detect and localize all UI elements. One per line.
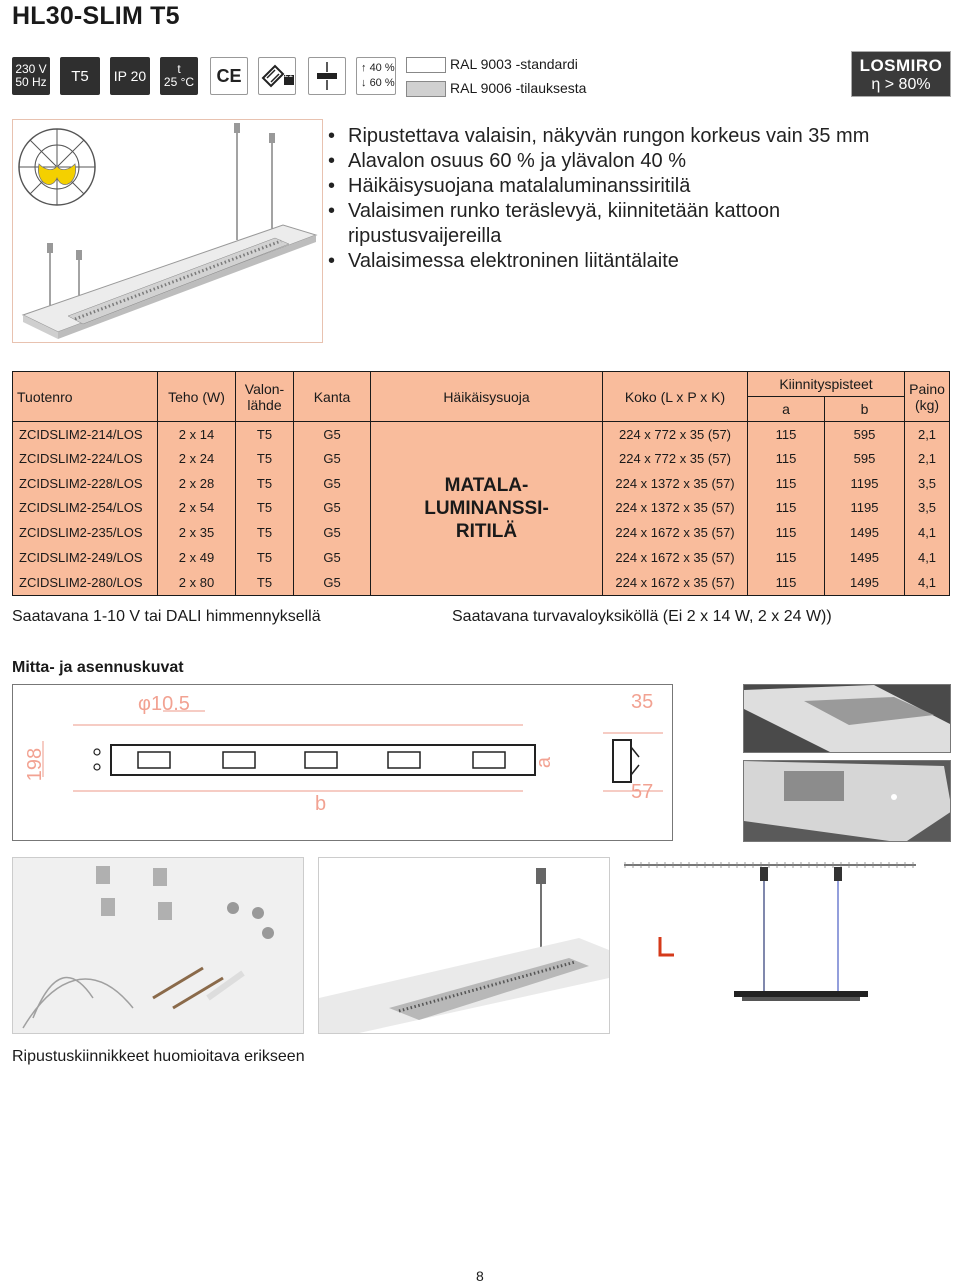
- luminaire-top-graphic: [744, 685, 951, 753]
- header-size: Koko (L x P x K): [603, 372, 748, 422]
- ce-label: CE: [216, 65, 242, 86]
- cell-product: ZCIDSLIM2-254/LOS: [13, 496, 158, 520]
- cell-a: 115: [748, 571, 825, 596]
- cell-weight: 4,1: [905, 545, 950, 571]
- spec-table: [12, 371, 950, 596]
- cell-power: 2 x 54: [158, 496, 236, 520]
- cell-b: 1495: [825, 571, 905, 596]
- dim-width: 198: [24, 747, 47, 782]
- luminaire-suspended-photo: [318, 857, 610, 1034]
- uplight-ratio: 40 %: [369, 62, 395, 74]
- mounting-kit-photo: [12, 857, 304, 1034]
- cell-socket: G5: [294, 422, 371, 447]
- cell-b: 595: [825, 447, 905, 471]
- cell-weight: 3,5: [905, 496, 950, 520]
- frequency-label: 50 Hz: [15, 75, 47, 89]
- dim-height-total: 57: [631, 781, 654, 803]
- cell-weight: 4,1: [905, 520, 950, 545]
- ral-order-label: RAL 9006 -tilauksesta: [450, 80, 587, 96]
- dimming-note: Saatavana 1-10 V tai DALI himmennyksellä: [12, 608, 321, 625]
- temperature-icon: [160, 57, 198, 95]
- installation-diagram: [624, 857, 916, 1034]
- cell-b: 1195: [825, 496, 905, 520]
- losmiro-efficiency: η > 80%: [871, 76, 931, 93]
- cell-socket: G5: [294, 520, 371, 545]
- glare-protection-line: RITILÄ: [455, 520, 518, 542]
- dim-b: b: [315, 793, 327, 815]
- voltage-label: 230 V: [15, 62, 47, 76]
- feature-item: • Valaisimessa elektroninen liitäntälaite: [328, 249, 928, 274]
- dimension-drawing: [12, 684, 673, 841]
- cell-lamp: T5: [236, 496, 294, 520]
- cell-b: 595: [825, 422, 905, 447]
- dimension-graphic: [13, 685, 672, 840]
- header-socket: Kanta: [294, 372, 371, 422]
- cell-a: 115: [748, 545, 825, 571]
- cell-weight: 2,1: [905, 447, 950, 471]
- cell-size: 224 x 1672 x 35 (57): [603, 571, 748, 596]
- mounting-kit-graphic: [13, 858, 303, 1033]
- t5-icon: [60, 57, 100, 95]
- cell-product: ZCIDSLIM2-235/LOS: [13, 520, 158, 545]
- temperature-symbol: t: [177, 62, 181, 76]
- cell-lamp: T5: [236, 447, 294, 471]
- ip20-icon: [110, 57, 150, 95]
- feature-item: • Ripustettava valaisin, näkyvän rungon korkeus vain 35 mm: [328, 124, 928, 149]
- feature-item: • Valaisimen runko teräslevyä, kiinnitetään kattoon ripustusvaijereilla: [328, 199, 928, 249]
- luminaire-illustration: [13, 120, 322, 342]
- feature-list: [328, 124, 928, 274]
- downlight-ratio: 60 %: [369, 77, 395, 89]
- luminaire-end-photo: [743, 760, 951, 842]
- cell-size: 224 x 1372 x 35 (57): [603, 496, 748, 520]
- cell-product: ZCIDSLIM2-249/LOS: [13, 545, 158, 571]
- light-distribution-graphic: [309, 58, 345, 94]
- cell-power: 2 x 14: [158, 422, 236, 447]
- cell-size: 224 x 1672 x 35 (57): [603, 520, 748, 545]
- header-product: Tuotenro: [13, 372, 158, 422]
- ip-label: IP 20: [113, 67, 147, 84]
- cell-socket: G5: [294, 545, 371, 571]
- cell-power: 2 x 80: [158, 571, 236, 596]
- cell-b: 1495: [825, 545, 905, 571]
- cell-b: 1495: [825, 520, 905, 545]
- header-power: Teho (W): [158, 372, 236, 422]
- installation-graphic: [624, 857, 916, 1034]
- temperature-label: 25 °C: [163, 75, 195, 89]
- luminaire-end-graphic: [744, 761, 951, 842]
- page-title: HL30-SLIM T5: [12, 2, 180, 30]
- cell-product: ZCIDSLIM2-228/LOS: [13, 471, 158, 496]
- header-mount: Kiinnityspisteet: [748, 372, 905, 397]
- cell-socket: G5: [294, 571, 371, 596]
- cell-power: 2 x 28: [158, 471, 236, 496]
- mounting-caption: Ripustuskiinnikkeet huomioitava erikseen: [12, 1048, 305, 1065]
- glare-protection-line: LUMINANSSI-: [424, 497, 549, 519]
- cell-lamp: T5: [236, 545, 294, 571]
- dim-a: a: [533, 756, 556, 769]
- ral-standard-label: RAL 9003 -standardi: [450, 56, 578, 72]
- cell-size: 224 x 772 x 35 (57): [603, 422, 748, 447]
- glare-protection-line: MATALA-: [444, 474, 529, 496]
- feature-item: • Alavalon osuus 60 % ja ylävalon 40 %: [328, 149, 928, 174]
- updown-ratio-icon: ↑ 40 % ↓ 60 %: [356, 57, 396, 95]
- voltage-icon: [12, 57, 50, 95]
- header-glare: Häikäisysuoja: [371, 372, 603, 422]
- luminaire-suspended-graphic: [319, 858, 609, 1033]
- cell-weight: 3,5: [905, 471, 950, 496]
- feature-item: • Häikäisysuojana matalaluminanssiritilä: [328, 174, 928, 199]
- glare-protection-cell: [371, 422, 603, 596]
- cell-b: 1195: [825, 471, 905, 496]
- dim-height: 35: [631, 691, 654, 713]
- drawings-heading: Mitta- ja asennuskuvat: [12, 659, 184, 676]
- ral-9003-swatch: [406, 57, 446, 73]
- ral-9006-swatch: [406, 81, 446, 97]
- cell-size: 224 x 1672 x 35 (57): [603, 545, 748, 571]
- cell-product: ZCIDSLIM2-224/LOS: [13, 447, 158, 471]
- light-distribution-icon: [308, 57, 346, 95]
- header-a: a: [748, 397, 825, 422]
- cell-power: 2 x 35: [158, 520, 236, 545]
- spec-table-body: [13, 422, 950, 596]
- table-row: [13, 422, 950, 447]
- cell-lamp: T5: [236, 471, 294, 496]
- cell-power: 2 x 24: [158, 447, 236, 471]
- cell-socket: G5: [294, 471, 371, 496]
- cell-size: 224 x 772 x 35 (57): [603, 447, 748, 471]
- cell-power: 2 x 49: [158, 545, 236, 571]
- cell-lamp: T5: [236, 571, 294, 596]
- header-lamp-text: Valon-lähde: [244, 380, 285, 413]
- mounting-21-icon: [258, 57, 296, 95]
- luminaire-hero-image: [12, 119, 323, 343]
- page-number: 8: [476, 1268, 484, 1284]
- cell-socket: G5: [294, 496, 371, 520]
- cell-a: 115: [748, 471, 825, 496]
- cell-a: 115: [748, 422, 825, 447]
- cell-size: 224 x 1372 x 35 (57): [603, 471, 748, 496]
- cell-weight: 4,1: [905, 571, 950, 596]
- header-b: b: [825, 397, 905, 422]
- t5-label: T5: [71, 67, 89, 85]
- luminaire-top-photo: [743, 684, 951, 753]
- header-weight: Paino (kg): [905, 372, 950, 422]
- cell-a: 115: [748, 520, 825, 545]
- emergency-note: Saatavana turvavaloyksiköllä (Ei 2 x 14 W, 2 x 24 W)): [452, 608, 832, 625]
- cell-lamp: T5: [236, 520, 294, 545]
- losmiro-name: LOSMIRO: [859, 56, 943, 75]
- losmiro-badge: [851, 51, 951, 97]
- cell-product: ZCIDSLIM2-214/LOS: [13, 422, 158, 447]
- cell-socket: G5: [294, 447, 371, 471]
- cell-a: 115: [748, 447, 825, 471]
- cell-a: 115: [748, 496, 825, 520]
- cell-product: ZCIDSLIM2-280/LOS: [13, 571, 158, 596]
- cell-lamp: T5: [236, 422, 294, 447]
- dim-diameter: φ10.5: [138, 693, 190, 715]
- header-lamp: [236, 372, 294, 422]
- mounting-number: 21: [284, 70, 293, 79]
- ce-mark-icon: [210, 57, 248, 95]
- cell-weight: 2,1: [905, 422, 950, 447]
